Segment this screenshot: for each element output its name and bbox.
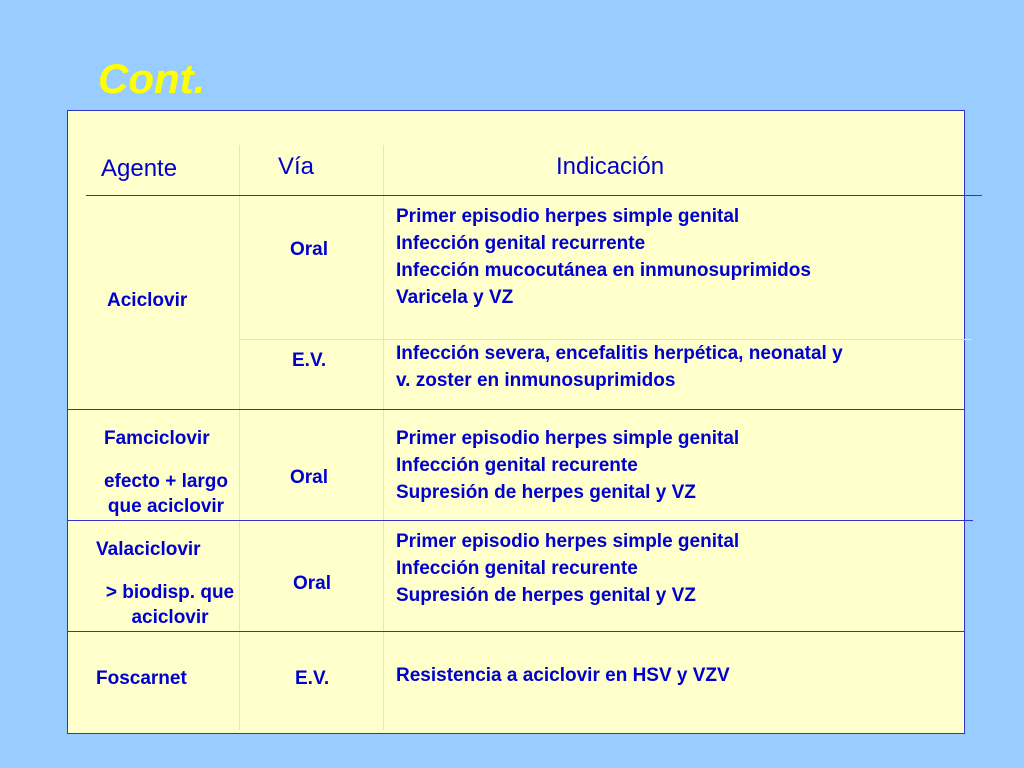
indication-item: Primer episodio herpes simple genital — [396, 531, 740, 552]
agent-note-line: efecto + largo — [103, 471, 229, 492]
row-divider-famciclovir — [67, 520, 973, 521]
agent-name: Foscarnet — [96, 668, 187, 689]
row-divider-valaciclovir — [67, 631, 965, 632]
agent-note-line: que aciclovir — [107, 496, 225, 517]
indication-item: Infección genital recurente — [396, 455, 638, 476]
agent-note-line: > biodisp. que — [105, 582, 235, 603]
indication-list — [396, 662, 730, 689]
column-divider-agent-via — [239, 145, 240, 730]
route-ev: E.V. — [295, 668, 330, 689]
indication-item: Infección mucocutánea en inmunosuprimidos — [396, 260, 811, 281]
agent-name: Aciclovir — [107, 290, 188, 311]
route-oral: Oral — [290, 239, 329, 260]
indication-item: Infección severa, encefalitis herpética, neonatal y — [396, 343, 843, 364]
column-divider-via-indication — [383, 145, 384, 730]
indication-item: v. zoster en inmunosuprimidos — [396, 370, 676, 391]
agent-name: Valaciclovir — [96, 539, 201, 560]
header-indicacion: Indicación — [556, 153, 665, 180]
indication-list — [396, 203, 811, 311]
indication-list — [396, 528, 739, 609]
route-oral: Oral — [293, 573, 332, 594]
agent-name: Famciclovir — [104, 428, 210, 449]
agent-note — [86, 469, 246, 519]
indication-item: Infección genital recurrente — [396, 233, 646, 254]
indication-item: Primer episodio herpes simple genital — [396, 206, 740, 227]
indication-item: Supresión de herpes genital y VZ — [396, 585, 696, 606]
route-oral: Oral — [290, 467, 329, 488]
indication-item: Infección genital recurente — [396, 558, 638, 579]
row-divider-aciclovir — [67, 409, 965, 410]
slide-title: Cont. — [98, 55, 206, 102]
header-divider — [86, 195, 982, 196]
indication-item: Resistencia a aciclovir en HSV y VZV — [396, 665, 730, 686]
indication-list — [396, 340, 843, 394]
indication-item: Varicela y VZ — [396, 287, 514, 308]
indication-list — [396, 425, 739, 506]
indication-item: Supresión de herpes genital y VZ — [396, 482, 696, 503]
indication-item: Primer episodio herpes simple genital — [396, 428, 740, 449]
route-ev: E.V. — [292, 350, 327, 371]
header-agente: Agente — [101, 155, 178, 182]
agent-note-line: aciclovir — [131, 607, 209, 628]
agent-note — [90, 580, 250, 630]
header-via: Vía — [278, 153, 315, 180]
